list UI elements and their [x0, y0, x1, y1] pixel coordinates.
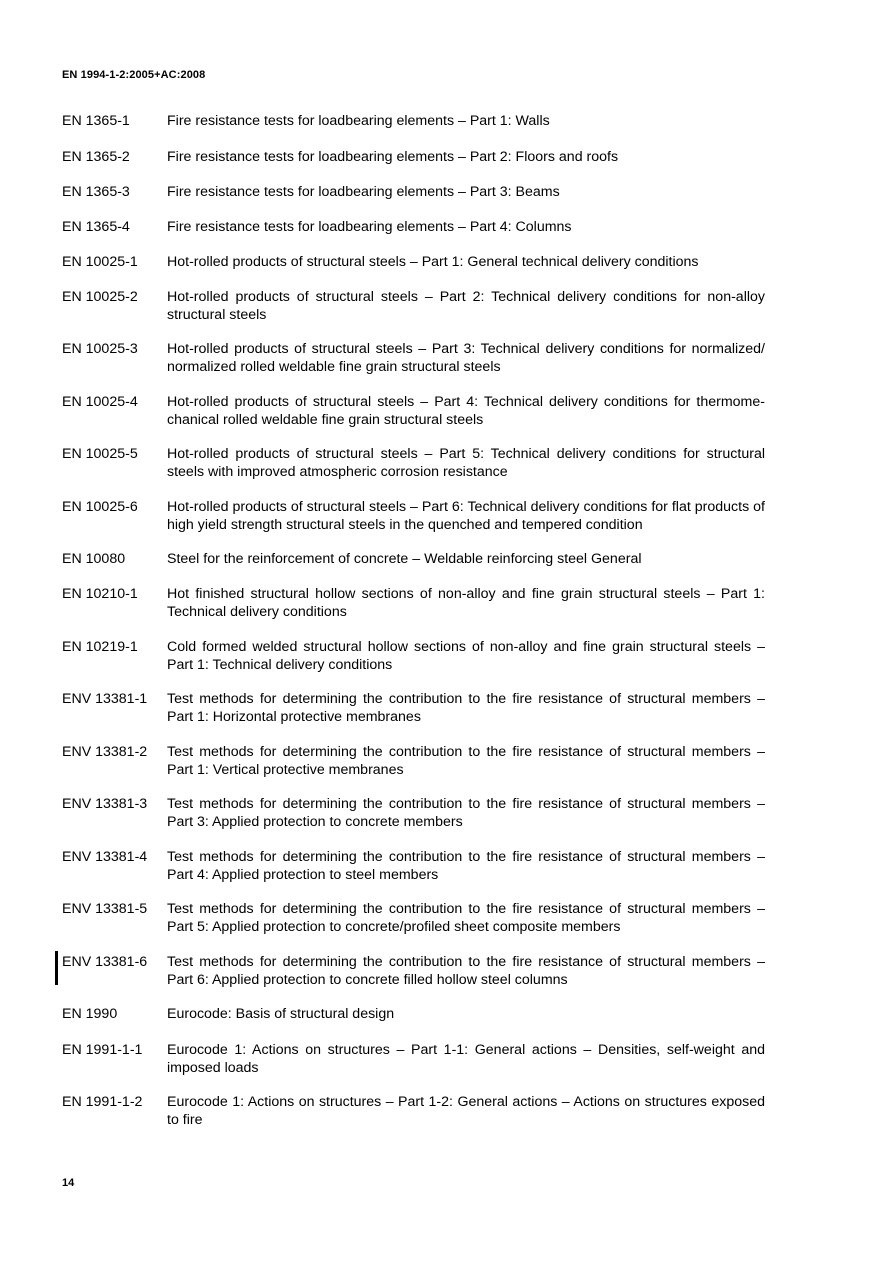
reference-code: ENV 13381-2	[62, 744, 148, 760]
reference-title: Hot-rolled products of structural steels – Part 6: Technical delivery conditions for flat products of high yield strength structural steels in the quenched and tempered condition	[167, 499, 765, 533]
reference-code: EN 10219-1	[62, 639, 138, 655]
reference-code: EN 10210-1	[62, 586, 138, 602]
reference-code: EN 10080	[62, 551, 126, 567]
reference-code: EN 10025-5	[62, 446, 138, 462]
reference-code: ENV 13381-3	[62, 796, 148, 812]
reference-code: EN 10025-2	[62, 289, 138, 305]
reference-title: Eurocode 1: Actions on structures – Part 1-2: General actions – Actions on structures exposed to fire	[167, 1094, 765, 1128]
reference-title: Test methods for determining the contribution to the fire resistance of structural members – Part 6: Applied protection to concrete filled hollow steel columns	[167, 954, 765, 988]
reference-code: EN 1365-3	[62, 184, 130, 200]
reference-code: EN 10025-1	[62, 254, 138, 270]
reference-code: EN 1365-1	[62, 113, 130, 129]
reference-title: Hot-rolled products of structural steels – Part 2: Technical delivery conditions for non-alloy structural steels	[167, 289, 765, 323]
reference-title: Eurocode: Basis of structural design	[167, 1006, 395, 1022]
reference-title: Test methods for determining the contribution to the fire resistance of structural members – Part 1: Vertical protective membranes	[167, 744, 765, 778]
reference-title: Test methods for determining the contribution to the fire resistance of structural members – Part 3: Applied protection to concrete members	[167, 796, 765, 830]
reference-title: Hot-rolled products of structural steels – Part 4: Technical delivery conditions for thermome-chanical rolled weldable fine grain structural steels	[167, 394, 765, 428]
reference-title: Hot-rolled products of structural steels – Part 5: Technical delivery conditions for structural steels with improved atmospheric corrosion resistance	[167, 446, 765, 480]
reference-code: ENV 13381-5	[62, 901, 148, 917]
reference-title: Eurocode 1: Actions on structures – Part 1-1: General actions – Densities, self-weight and imposed loads	[167, 1042, 765, 1076]
reference-title: Hot-rolled products of structural steels – Part 1: General technical delivery conditions	[167, 254, 699, 270]
reference-title: Hot-rolled products of structural steels – Part 3: Technical delivery conditions for normalized/ normalized rolled weldable fine grain structural steels	[167, 341, 765, 375]
reference-code: EN 1365-2	[62, 149, 130, 165]
reference-code: EN 10025-4	[62, 394, 138, 410]
reference-title: Test methods for determining the contribution to the fire resistance of structural members – Part 4: Applied protection to steel members	[167, 849, 765, 883]
reference-title: Test methods for determining the contribution to the fire resistance of structural members – Part 5: Applied protection to concrete/profiled sheet composite members	[167, 901, 765, 935]
reference-title: Fire resistance tests for loadbearing elements – Part 1: Walls	[167, 113, 550, 129]
reference-code: EN 1365-4	[62, 219, 130, 235]
reference-code: EN 1991-1-1	[62, 1042, 143, 1058]
reference-code: EN 10025-3	[62, 341, 138, 357]
reference-title: Hot finished structural hollow sections of non-alloy and fine grain structural steels – Part 1: Technical delivery conditions	[167, 586, 765, 620]
reference-code: ENV 13381-4	[62, 849, 148, 865]
page-number: 14	[62, 1177, 75, 1189]
reference-title: Fire resistance tests for loadbearing elements – Part 3: Beams	[167, 184, 560, 200]
reference-title: Steel for the reinforcement of concrete – Weldable reinforcing steel General	[167, 551, 642, 567]
reference-title: Fire resistance tests for loadbearing elements – Part 2: Floors and roofs	[167, 149, 619, 165]
change-bar	[55, 951, 58, 985]
reference-code: EN 1991-1-2	[62, 1094, 143, 1110]
reference-code: EN 10025-6	[62, 499, 138, 515]
reference-title: Cold formed welded structural hollow sections of non-alloy and fine grain structural steels – Part 1: Technical delivery conditions	[167, 639, 765, 673]
page-header: EN 1994-1-2:2005+AC:2008	[62, 69, 206, 81]
reference-code: ENV 13381-1	[62, 691, 148, 707]
reference-code: ENV 13381-6	[62, 954, 148, 970]
reference-code: EN 1990	[62, 1006, 118, 1022]
reference-title: Test methods for determining the contribution to the fire resistance of structural members – Part 1: Horizontal protective membranes	[167, 691, 765, 725]
reference-title: Fire resistance tests for loadbearing elements – Part 4: Columns	[167, 219, 572, 235]
